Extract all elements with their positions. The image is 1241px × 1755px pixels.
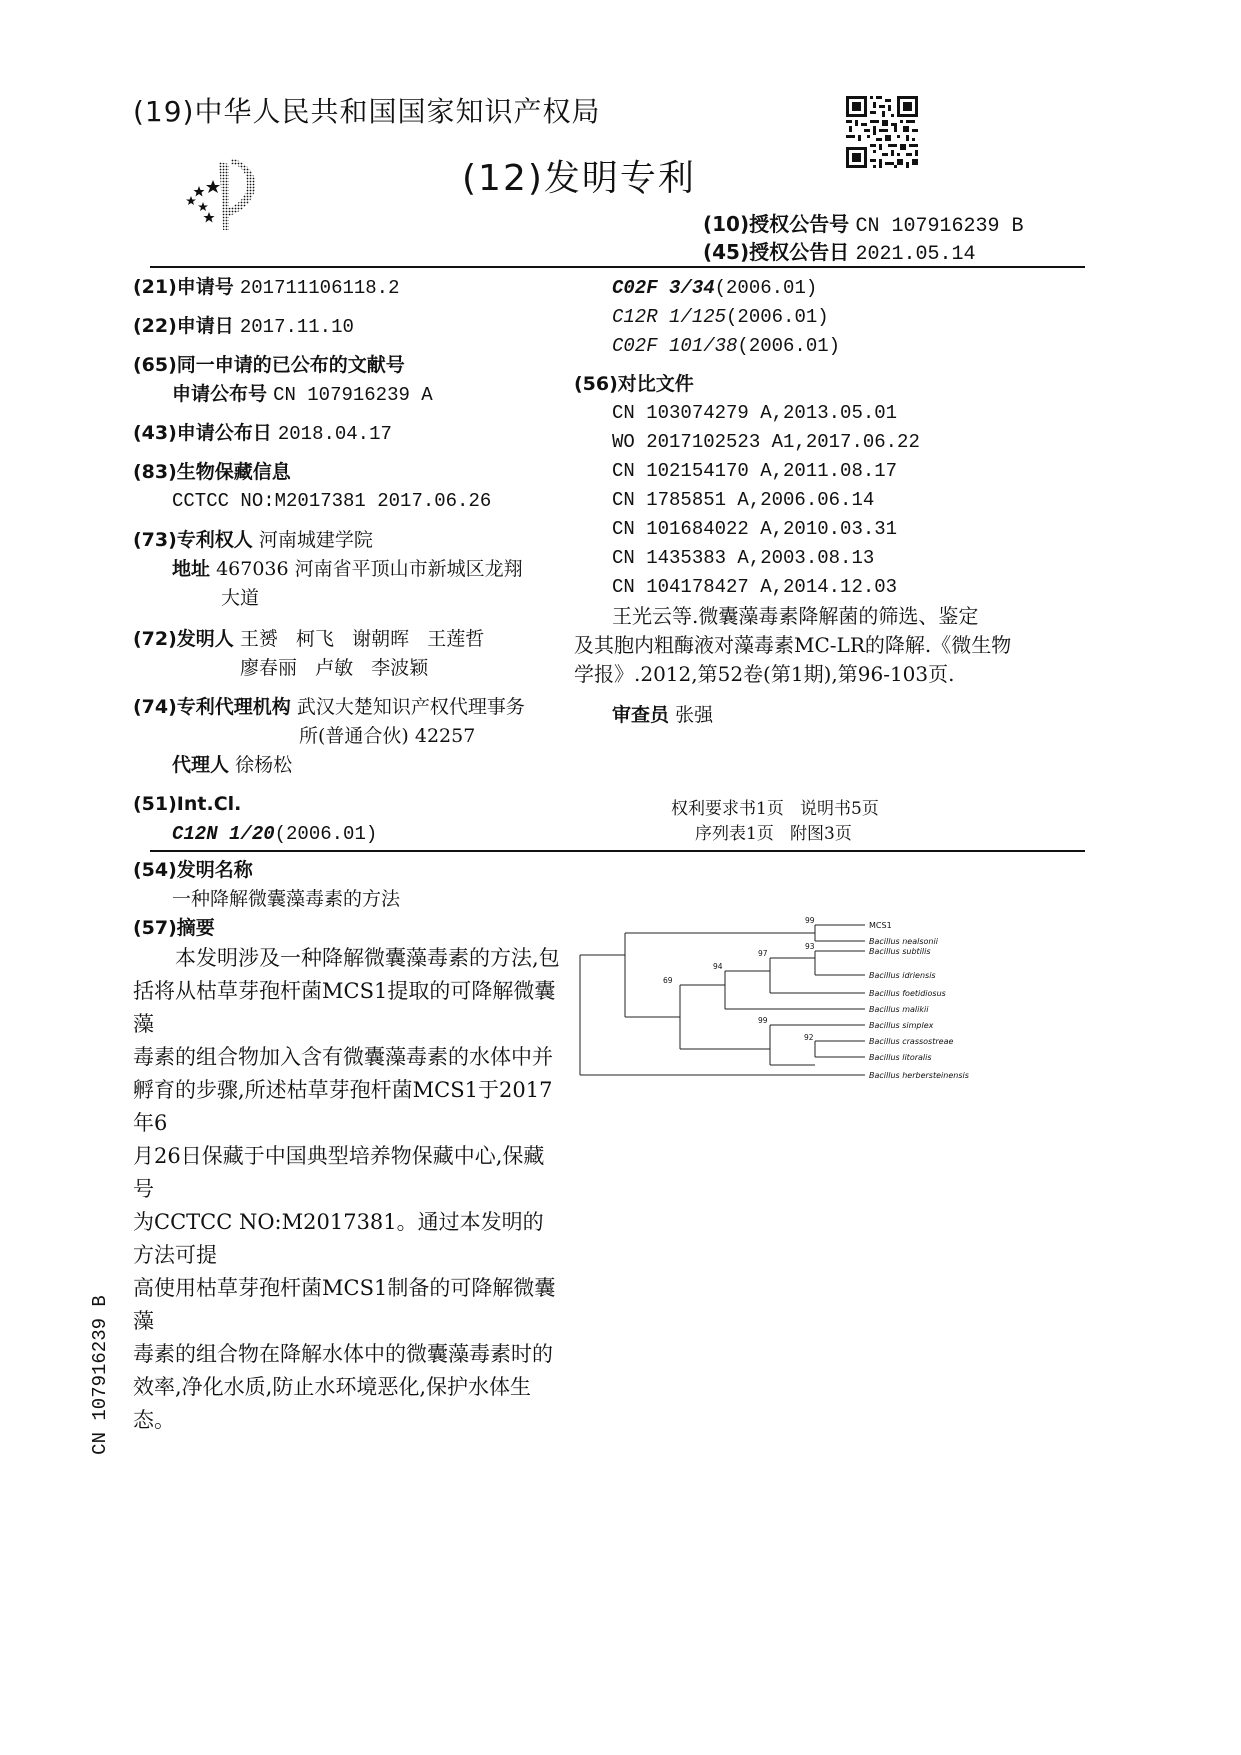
grant-pub-no: CN 107916239 B: [855, 215, 1024, 238]
reference-item: CN 103074279 A,2013.05.01: [612, 402, 898, 424]
grant-pub-date: 2021.05.14: [855, 243, 976, 266]
pub-date-label: (43)申请公布日: [133, 422, 272, 444]
intcl-code: C12N 1/20: [172, 823, 275, 845]
bio-deposit-label-text: (83)生物保藏信息: [133, 461, 291, 483]
intcl-row: [172, 821, 377, 846]
inventors-row: [133, 627, 484, 651]
examiner-label: 审查员: [612, 704, 670, 726]
bio-deposit-label: [133, 460, 291, 484]
side-publication-number: CN 107916239 B: [89, 1295, 111, 1455]
body-divider: [150, 850, 1085, 852]
patent-type-title: (12)发明专利: [462, 158, 696, 199]
agent: 徐杨松: [235, 754, 293, 776]
abstract-body: [133, 942, 563, 1437]
taxon-label: Bacillus crassostreae: [869, 1037, 954, 1046]
bio-deposit-value: CCTCC NO:M2017381 2017.06.26: [172, 490, 492, 512]
app-no-row: [133, 275, 400, 300]
taxon-label: Bacillus idriensis: [869, 971, 936, 980]
ipc-class-row-2: [612, 304, 829, 329]
abstract-line: 为CCTCC NO:M2017381。通过本发明的方法可提: [133, 1210, 544, 1267]
literature-line3: 学报》.2012,第52卷(第1期),第96-103页.: [574, 662, 955, 686]
references-label: [574, 372, 694, 396]
agency-line2: 所(普通合伙) 42257: [299, 725, 476, 747]
grant-pub-no-label: (10)授权公告号: [703, 212, 850, 236]
bootstrap-values: [663, 916, 815, 1042]
ipc-class-row-1: [612, 275, 817, 300]
patentee-label: (73)专利权人: [133, 529, 253, 551]
pub-no-label: 申请公布号: [172, 383, 268, 405]
references-label-text: (56)对比文件: [574, 373, 694, 395]
issuing-office: (19)中华人民共和国国家知识产权局: [133, 95, 601, 128]
taxon-label: Bacillus malikii: [869, 1005, 929, 1014]
app-date-row: [133, 314, 354, 339]
bootstrap-label: 93: [805, 942, 815, 951]
ipc-class-row-3: [612, 333, 840, 358]
intcl-label: [133, 792, 241, 816]
reference-item: CN 1785851 A,2006.06.14: [612, 489, 875, 511]
page-count-line2: 序列表1页 附图3页: [695, 824, 852, 844]
abstract-line: 高使用枯草芽孢杆菌MCS1制备的可降解微囊藻: [133, 1276, 556, 1333]
taxon-label: Bacillus foetidiosus: [869, 989, 946, 998]
abstract-line: 态。: [133, 1408, 175, 1432]
intcl-version: (2006.01): [274, 823, 378, 845]
abstract-line: 毒素的组合物加入含有微囊藻毒素的水体中并: [133, 1045, 553, 1069]
invention-title-label-text: (54)发明名称: [133, 859, 253, 881]
taxon-label: MCS1: [869, 921, 892, 930]
phylogenetic-tree-figure: [575, 915, 985, 1090]
invention-title: 一种降解微囊藻毒素的方法: [172, 888, 401, 910]
ipc-code: C02F 101/38: [612, 335, 738, 357]
reference-item: CN 102154170 A,2011.08.17: [612, 460, 898, 482]
ipc-version: (2006.01): [726, 306, 829, 328]
patentee: 河南城建学院: [258, 529, 373, 551]
ipc-code: C02F 3/34: [612, 277, 715, 299]
app-date: 2017.11.10: [239, 316, 354, 338]
abstract-line: 毒素的组合物在降解水体中的微囊藻毒素时的: [133, 1342, 553, 1366]
literature-line1: 王光云等.微囊藻毒素降解菌的筛选、鉴定: [612, 604, 979, 628]
address-row: [172, 557, 523, 581]
app-date-label: (22)申请日: [133, 315, 234, 337]
abstract-line: 本发明涉及一种降解微囊藻毒素的方法,包: [175, 946, 560, 970]
pub-date: 2018.04.17: [277, 423, 392, 445]
app-no: 201711106118.2: [239, 277, 400, 299]
cnipa-emblem-logo: [183, 150, 265, 232]
taxon-label: Bacillus subtilis: [869, 947, 931, 956]
grant-pub-no-row: [703, 212, 1024, 239]
ipc-code: C12R 1/125: [612, 306, 727, 328]
bootstrap-label: 99: [805, 916, 815, 925]
reference-item: CN 101684022 A,2010.03.31: [612, 518, 898, 540]
inventors-label: (72)发明人: [133, 628, 234, 650]
agency-line1: 武汉大楚知识产权代理事务: [296, 696, 525, 718]
ipc-version: (2006.01): [714, 277, 818, 299]
abstract-line: 月26日保藏于中国典型培养物保藏中心,保藏号: [133, 1144, 545, 1201]
ipc-version: (2006.01): [737, 335, 841, 357]
bootstrap-label: 94: [713, 962, 723, 971]
taxon-labels: [869, 921, 969, 1080]
bootstrap-label: 97: [758, 949, 768, 958]
pub-date-row: [133, 421, 392, 446]
taxon-label: Bacillus litoralis: [869, 1053, 932, 1062]
pub-no: CN 107916239 A: [273, 384, 433, 406]
grant-pub-date-row: [703, 240, 976, 267]
taxon-label: Bacillus nealsonii: [869, 937, 938, 946]
intcl-label-text: (51)Int.Cl.: [133, 793, 242, 815]
reference-item: CN 104178427 A,2014.12.03: [612, 576, 898, 598]
inventors-line2: 廖春丽 卢敏 李波颖: [240, 657, 429, 679]
abstract-line: 括将从枯草芽孢杆菌MCS1提取的可降解微囊藻: [133, 979, 556, 1036]
abstract-line: 孵育的步骤,所述枯草芽孢杆菌MCS1于2017年6: [133, 1078, 553, 1135]
app-no-label: (21)申请号: [133, 276, 234, 298]
tree-branches: [580, 925, 865, 1075]
agency-row: [133, 695, 525, 719]
inventors-line1: 王赟 柯飞 谢朝晖 王莲哲: [239, 628, 485, 650]
bootstrap-label: 92: [804, 1033, 814, 1042]
address-line1: 467036 河南省平顶山市新城区龙翔: [216, 558, 523, 580]
taxon-label: Bacillus herbersteinensis: [869, 1071, 969, 1080]
reference-item: WO 2017102523 A1,2017.06.22: [612, 431, 920, 453]
examiner: 张强: [675, 704, 714, 726]
agent-label: 代理人: [172, 754, 230, 776]
abstract-label-text: (57)摘要: [133, 917, 215, 939]
same-app-label: [133, 353, 405, 377]
examiner-row: [612, 703, 713, 727]
abstract-line: 效率,净化水质,防止水环境恶化,保护水体生: [133, 1375, 532, 1399]
reference-item: CN 1435383 A,2003.08.13: [612, 547, 875, 569]
patentee-row: [133, 528, 373, 552]
header-divider: [150, 266, 1085, 268]
agent-row: [172, 753, 292, 777]
qr-code-icon[interactable]: [846, 96, 918, 168]
abstract-label: [133, 916, 215, 940]
bootstrap-label: 99: [758, 1016, 768, 1025]
invention-title-label: [133, 858, 253, 882]
address-line2: 大道: [221, 587, 260, 609]
agency-label: (74)专利代理机构: [133, 696, 291, 718]
taxon-label: Bacillus simplex: [869, 1021, 934, 1030]
bootstrap-label: 69: [663, 976, 673, 985]
pub-no-row: [172, 382, 433, 407]
same-app-label-text: (65)同一申请的已公布的文献号: [133, 354, 405, 376]
literature-line2: 及其胞内粗酶液对藻毒素MC-LR的降解.《微生物: [574, 633, 1012, 657]
grant-pub-date-label: (45)授权公告日: [703, 240, 850, 264]
address-label: 地址: [172, 558, 211, 580]
page-count-line1: 权利要求书1页 说明书5页: [671, 799, 879, 819]
